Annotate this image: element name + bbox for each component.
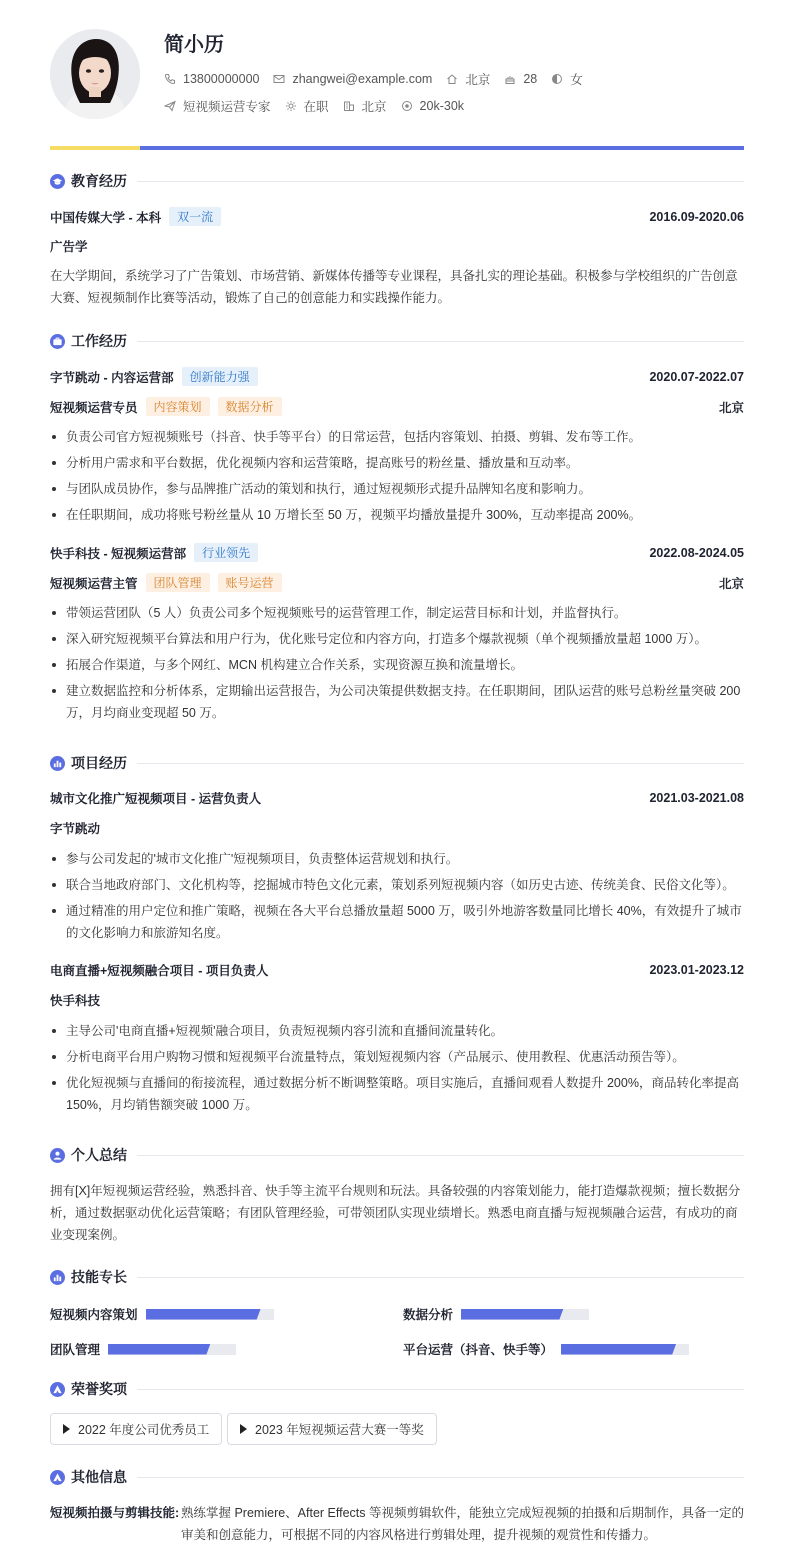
- school-tag: 双一流: [169, 207, 221, 226]
- send-icon: [164, 100, 176, 112]
- list-item: 联合当地政府部门、文化机构等，挖掘城市特色文化元素，策划系列短视频内容（如历史古迹、传统美食、民俗文化等）。: [50, 874, 744, 896]
- section-title: 技能专长: [71, 1269, 127, 1285]
- project-date: 2023.01-2023.12: [649, 963, 744, 977]
- phone-info: [164, 72, 259, 86]
- graduation-cap-icon: [50, 174, 65, 189]
- status-text: 在职: [303, 100, 329, 114]
- salary-text: 20k-30k: [419, 99, 465, 113]
- company-name: 字节跳动 - 内容运营部: [50, 370, 174, 385]
- work-city-text: 北京: [361, 100, 387, 114]
- project-company: 字节跳动: [50, 822, 101, 836]
- email-info: [273, 72, 432, 86]
- job-date: 2020.07-2022.07: [649, 369, 744, 384]
- contact-row: [164, 70, 597, 88]
- skill-bar: [146, 1309, 274, 1320]
- city-info: [446, 70, 490, 88]
- summary-text: 拥有[X]年短视频运营经验，熟悉抖音、快手等主流平台规则和玩法。具备较强的内容策划能力，能打造爆款视频；擅长数据分析，通过数据驱动优化运营策略；有团队管理经验，可带领团队实现业绩增长。熟悉电商直播与短视频融合运营，有成功的商业变现案例。: [50, 1184, 741, 1242]
- skill-label: 短视频内容策划: [50, 1308, 138, 1322]
- role-tag: 内容策划: [146, 397, 210, 416]
- user-icon: [50, 1148, 65, 1163]
- list-item: 分析用户需求和平台数据，优化视频内容和运营策略，提高账号的粉丝量、播放量和互动率。: [50, 452, 744, 474]
- candidate-name: 简小历: [164, 34, 224, 56]
- award-text: 2022 年度公司优秀员工: [78, 1423, 210, 1437]
- skill-item: [403, 1305, 589, 1323]
- company-tag: 行业领先: [194, 543, 258, 562]
- section-projects: [50, 753, 744, 773]
- skill-label: 团队管理: [50, 1343, 101, 1357]
- skill-item: [50, 1305, 274, 1323]
- award-item: [50, 1413, 222, 1445]
- status-info: [285, 97, 329, 115]
- gear-icon: [285, 100, 297, 112]
- play-icon: [63, 1424, 70, 1434]
- list-item: 主导公司'电商直播+短视频'融合项目，负责短视频内容引流和直播间流量转化。: [50, 1020, 744, 1042]
- avatar: [50, 29, 140, 119]
- briefcase-icon: [50, 334, 65, 349]
- job-title-text: 短视频运营专家: [183, 100, 271, 114]
- company-tag: 创新能力强: [182, 367, 258, 386]
- play-icon: [240, 1424, 247, 1434]
- city-text: 北京: [465, 73, 491, 87]
- section-skills: [50, 1267, 744, 1287]
- award-text: 2023 年短视频运营大赛一等奖: [255, 1423, 424, 1437]
- other-label: 短视频拍摄与剪辑技能:: [50, 1506, 180, 1520]
- home-icon: [446, 73, 458, 85]
- project-header: [50, 961, 744, 979]
- award-icon: [50, 1470, 65, 1485]
- skill-bar: [561, 1344, 689, 1355]
- coin-icon: [401, 100, 413, 112]
- project-name: 城市文化推广短视频项目 - 运营负责人: [50, 792, 262, 806]
- skill-label: 平台运营（抖音、快手等）: [403, 1343, 554, 1357]
- role-tag: 数据分析: [218, 397, 282, 416]
- job-header: [50, 543, 744, 562]
- gender-text: 女: [570, 73, 583, 87]
- list-item: 深入研究短视频平台算法和用户行为，优化账号定位和内容方向，打造多个爆款视频（单个视频播放量超 1000 万）。: [50, 628, 744, 650]
- cake-icon: [504, 73, 516, 85]
- job-location: 北京: [718, 400, 744, 415]
- gender-icon: [551, 73, 563, 85]
- salary-info: [401, 99, 464, 113]
- section-title: 个人总结: [71, 1147, 127, 1163]
- list-item: 分析电商平台用户购物习惯和短视频平台流量特点，策划短视频内容（产品展示、使用教程、优惠活动预告等）。: [50, 1046, 744, 1068]
- list-item: 带领运营团队（5 人）负责公司多个短视频账号的运营管理工作，制定运营目标和计划，并监督执行。: [50, 602, 744, 624]
- skill-bar: [461, 1309, 589, 1320]
- list-item: 拓展合作渠道，与多个网红、MCN 机构建立合作关系，实现资源互换和流量增长。: [50, 654, 744, 676]
- list-item: 参与公司发起的'城市文化推广'短视频项目，负责整体运营规划和执行。: [50, 848, 744, 870]
- list-item: 与团队成员协作，参与品牌推广活动的策划和执行，通过短视频形式提升品牌知名度和影响力。: [50, 478, 744, 500]
- section-title: 工作经历: [71, 333, 127, 349]
- project-name: 电商直播+短视频融合项目 - 项目负责人: [50, 964, 269, 978]
- role-tag: 团队管理: [146, 573, 210, 592]
- award-icon: [50, 1382, 65, 1397]
- education-description: 在大学期间，系统学习了广告策划、市场营销、新媒体传播等专业课程，具备扎实的理论基础。积极参与学校组织的广告创意大赛、短视频制作比赛等活动，锻炼了自己的创意能力和实践操作能力。: [50, 269, 738, 305]
- job-header: [50, 367, 744, 386]
- project-date: 2021.03-2021.08: [649, 791, 744, 805]
- header-divider: [50, 146, 744, 150]
- job-role: 短视频运营主管: [50, 576, 138, 591]
- phone-text: 13800000000: [183, 72, 260, 86]
- education-header: [50, 207, 744, 226]
- bar-chart-icon: [50, 1270, 65, 1285]
- skill-item: [403, 1340, 689, 1358]
- section-work: [50, 331, 744, 351]
- work-city-info: [343, 97, 387, 115]
- company-name: 快手科技 - 短视频运营部: [50, 546, 187, 561]
- major-row: [50, 237, 744, 255]
- age-info: [504, 72, 537, 86]
- list-item: 建立数据监控和分析体系，定期输出运营报告，为公司决策提供数据支持。在任职期间，团队运营的账号总粉丝量突破 200 万，月均商业变现超 50 万。: [50, 680, 744, 724]
- bar-chart-icon: [50, 756, 65, 771]
- role-tag: 账号运营: [218, 573, 282, 592]
- list-item: 在任职期间，成功将账号粉丝量从 10 万增长至 50 万，视频平均播放量提升 300%，互动率提高 200%。: [50, 504, 744, 526]
- building-icon: [343, 100, 355, 112]
- job-role-row: [50, 397, 744, 416]
- education-date: 2016.09-2020.06: [649, 209, 744, 224]
- section-summary: [50, 1145, 744, 1165]
- list-item: 通过精准的用户定位和推广策略，视频在各大平台总播放量超 5000 万，吸引外地游客数量同比增长 40%，有效提升了城市的文化影响力和旅游知名度。: [50, 900, 744, 944]
- job-role: 短视频运营专员: [50, 400, 138, 415]
- project-company: 快手科技: [50, 994, 101, 1008]
- other-text: 熟练掌握 Premiere、After Effects 等视频剪辑软件，能独立完成短视频的拍摄和后期制作，具备一定的审美和创意能力，可根据不同的内容风格进行剪辑处理，提升视频的观赏性和传播力。: [181, 1506, 745, 1542]
- project-company-row: [50, 819, 744, 837]
- list-item: 优化短视频与直播间的衔接流程，通过数据分析不断调整策略。项目实施后，直播间观看人数提升 200%，商品转化率提高 150%，月均销售额突破 1000 万。: [50, 1072, 744, 1116]
- job-row: [164, 97, 478, 115]
- section-awards: [50, 1379, 744, 1399]
- job-title-info: [164, 97, 271, 115]
- email-text: zhangwei@example.com: [292, 72, 433, 86]
- phone-icon: [164, 73, 176, 85]
- job-date: 2022.08-2024.05: [649, 545, 744, 560]
- skill-bar: [108, 1344, 236, 1355]
- project-header: [50, 789, 744, 807]
- mail-icon: [273, 73, 285, 85]
- major: 广告学: [50, 240, 88, 254]
- skill-item: [50, 1340, 236, 1358]
- list-item: 负责公司官方短视频账号（抖音、快手等平台）的日常运营，包括内容策划、拍摄、剪辑、发布等工作。: [50, 426, 744, 448]
- school-name: 中国传媒大学 - 本科: [50, 210, 162, 225]
- age-text: 28: [523, 72, 538, 86]
- section-education: [50, 171, 744, 191]
- section-title: 教育经历: [71, 173, 127, 189]
- project-company-row: [50, 991, 744, 1009]
- section-other: [50, 1467, 744, 1487]
- section-title: 其他信息: [71, 1469, 127, 1485]
- gender-info: [551, 70, 583, 88]
- skill-label: 数据分析: [403, 1308, 454, 1322]
- job-role-row: [50, 573, 744, 592]
- job-location: 北京: [718, 576, 744, 591]
- section-title: 荣誉奖项: [71, 1381, 127, 1397]
- award-item: [227, 1413, 437, 1445]
- section-title: 项目经历: [71, 755, 127, 771]
